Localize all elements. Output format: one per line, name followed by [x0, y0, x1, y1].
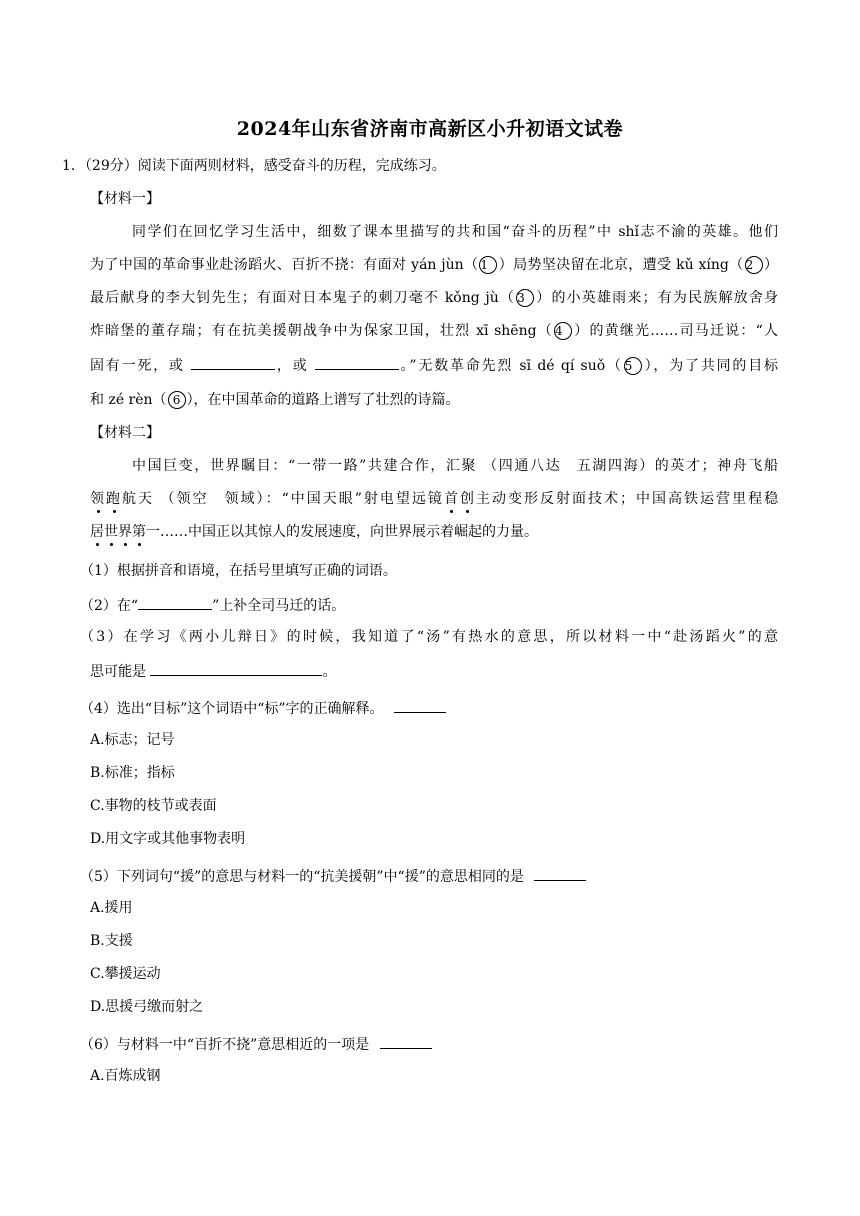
material-1-line: 和 zé rèn（ 6 ），在中国革命的道路上谱写了壮烈的诗篇。 — [90, 392, 460, 408]
option[interactable]: B.支援 — [90, 933, 133, 949]
material-1-line: 同学们在回忆学习生活中，细数了课本里描写的共和国“奋斗的历程”中 shǐ志不渝的英雄。他们 — [132, 224, 778, 240]
option[interactable]: A.百炼成钢 — [90, 1068, 161, 1084]
answer-blank[interactable] — [380, 1033, 432, 1049]
subquestion-6: （6）与材料一中“百折不挠”意思相近的一项是 — [80, 1033, 432, 1055]
material-2-line: 居世界第一……中国正以其惊人的发展速度，向世界展示着崛起的力量。 — [90, 524, 538, 540]
material-2-label: 【材料二】 — [90, 425, 160, 441]
material-2-line: 领跑航天 （领空 领域）：“中国天眼”射电望远镜首创主动变形反射面技术；中国高铁运营里程稳 — [90, 491, 779, 507]
answer-marker-5: 5 — [624, 357, 642, 375]
material-1-line: 最后献身的李大钊先生；有面对日本鬼子的刺刀毫不 kǒng jù（ 3 ）的小英雄雨来；有为民族解放舍身 — [90, 290, 778, 306]
option[interactable]: C.攀援运动 — [90, 966, 161, 982]
subquestion-4: （4）选出“目标”这个词语中“标”字的正确解释。 — [80, 697, 446, 719]
answer-blank[interactable] — [191, 354, 275, 370]
option[interactable]: B.标准；指标 — [90, 765, 175, 781]
question-stem: （29分）阅读下面两则材料，感受奋斗的历程，完成练习。 — [84, 158, 446, 174]
subquestion-3: （3）在学习《两小儿辩日》的时候，我知道了“汤”有热水的意思，所以材料一中“赴汤蹈火”的意 — [80, 629, 778, 645]
answer-marker-4: 4 — [554, 322, 572, 340]
material-1-line: 炸暗堡的董存瑞；有在抗美援朝战争中为保家卫国，壮烈 xī shēng（ 4 ）的黄继光……司马迁说：“人 — [90, 323, 778, 339]
option[interactable]: C.事物的枝节或表面 — [90, 798, 217, 814]
option[interactable]: A.标志；记号 — [90, 732, 175, 748]
subquestion-2: （2）在“ ”上补全司马迁的话。 — [80, 594, 345, 616]
answer-blank[interactable] — [394, 697, 446, 713]
answer-marker-1: 1 — [479, 256, 497, 274]
material-2-line: 中国巨变，世界瞩目：“一带一路”共建合作，汇聚 （四通八达 五湖四海）的英才；神舟飞船 — [132, 458, 778, 474]
material-1-line: 为了中国的革命事业赴汤蹈火、百折不挠：有面对 yán jùn（ 1 ）局势坚决留在北京，遭受 kǔ xíng（ 2 ） — [90, 257, 778, 273]
page-title: 2024年山东省济南市高新区小升初语文试卷 — [236, 118, 624, 140]
question-number: 1． — [62, 158, 85, 174]
subquestion-5: （5）下列词句“援”的意思与材料一的“抗美援朝”中“援”的意思相同的是 — [80, 865, 586, 887]
answer-blank[interactable] — [138, 594, 212, 610]
answer-marker-3: 3 — [516, 289, 534, 307]
option[interactable]: A.援用 — [90, 900, 133, 916]
answer-blank[interactable] — [315, 354, 399, 370]
material-1-line: 固有一死，或 ，或 。”无数革命先烈 sī dé qí suǒ（ 5 ），为了共同的目标 — [90, 354, 778, 376]
question-1-header — [62, 156, 446, 176]
answer-marker-2: 2 — [745, 256, 763, 274]
answer-blank[interactable] — [534, 865, 586, 881]
option[interactable]: D.思援弓缴而射之 — [90, 999, 204, 1015]
subquestion-3-cont: 思可能是 。 — [90, 660, 336, 682]
answer-marker-6: 6 — [168, 391, 186, 409]
material-1-label: 【材料一】 — [90, 191, 160, 207]
subquestion-1: （1）根据拼音和语境，在括号里填写正确的词语。 — [80, 563, 397, 579]
option[interactable]: D.用文字或其他事物表明 — [90, 831, 246, 847]
answer-blank[interactable] — [150, 660, 322, 676]
